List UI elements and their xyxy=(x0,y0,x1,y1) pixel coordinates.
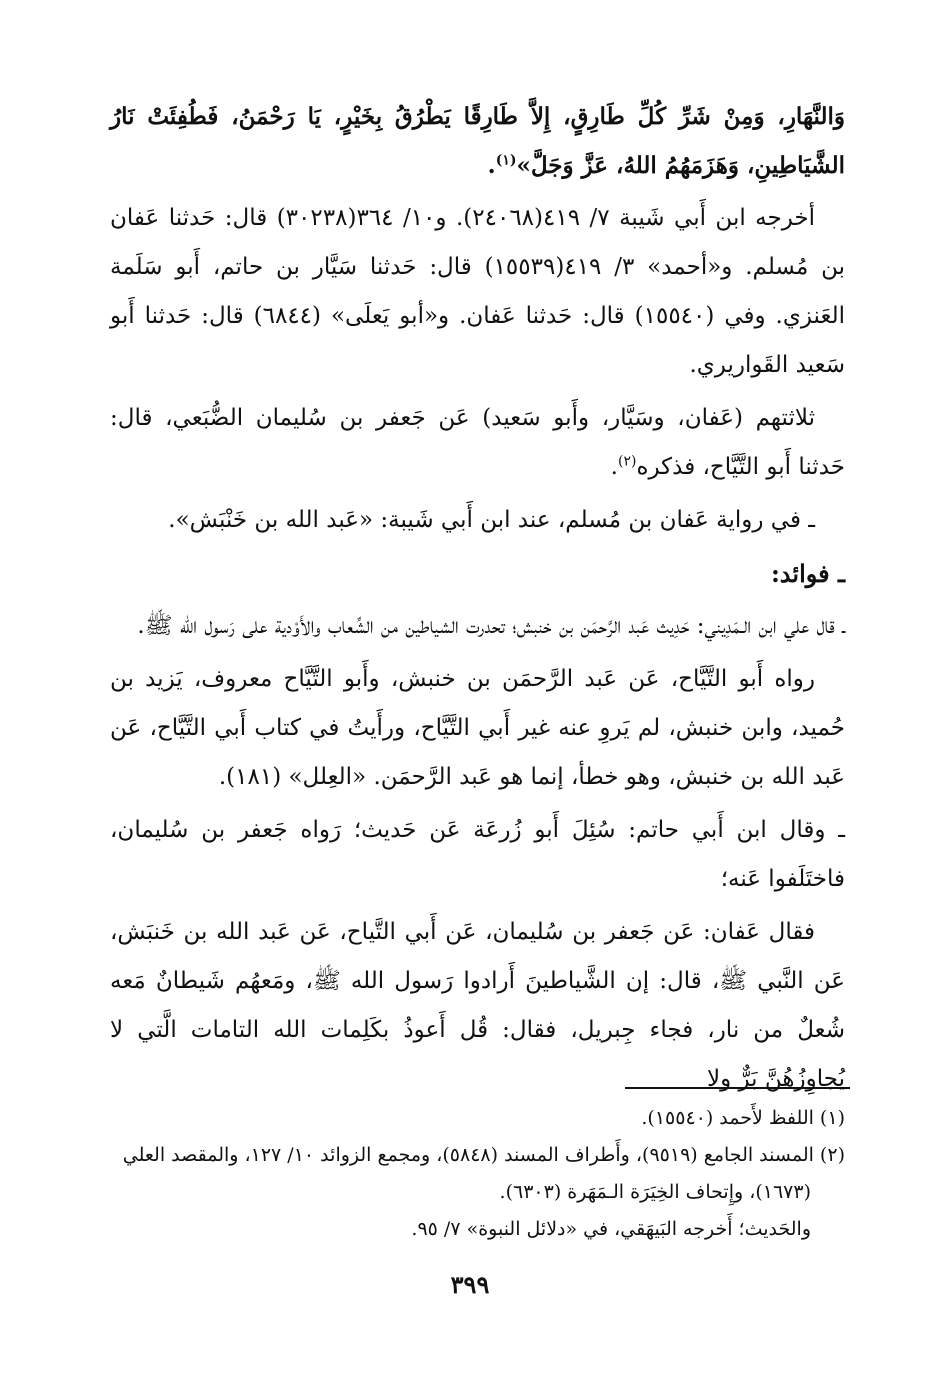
footnote-separator xyxy=(625,1087,850,1089)
benefits-heading: ـ فوائد: xyxy=(770,559,845,588)
footnote-1: (١) اللفظ لأَحمد (١٥٥٤٠). xyxy=(641,1107,845,1129)
main-text xyxy=(110,92,845,1108)
hadith-text-paragraph xyxy=(110,92,845,190)
footnote-ref-1: (١) xyxy=(495,152,517,169)
footnotes xyxy=(110,1100,845,1248)
footnote-ref-2: (٢) xyxy=(617,453,637,470)
narration-variant-paragraph: ـ في رواية عَفان بن مُسلم، عند ابن أَبي شَيبة: «عَبد الله بن خَنْبَش». xyxy=(168,507,815,533)
hadith-text-end: . xyxy=(487,152,496,179)
page-number: ٣٩٩ xyxy=(450,1270,490,1299)
footnote-2: (٢) المسند الجامع (٩٥١٩)، وأَطراف المسند (٥٨٤٨)، ومجمع الزوائد ١٠/ ١٢٧، والمقصد العلي xyxy=(122,1144,845,1166)
narrators-text-end: . xyxy=(610,454,618,480)
footnote-2-extra: والحَديث؛ أَخرجه البَيهَقي، في «دلائل النبوة» ٧/ ٩٥. xyxy=(411,1218,811,1240)
footnote-2-continuation: (١٦٧٣)، وإِتحاف الخِيَرَة الـمَهَرة (٦٣٠٣). xyxy=(499,1181,811,1203)
narrators-text: ثلاثتهم (عَفان، وسَيَّار، وأَبو سَعيد) عَن جَعفر بن سُليمان الضُّبَعي، قال: حَدثنا أَبو التَّيَّاح، فذكره xyxy=(110,405,845,480)
affan-narration-paragraph: فقال عَفان: عَن جَعفر بن سُليمان، عَن أَبي التَّياح، عَن عَبد الله بن خَنبَش، عَن النَّبي ﷺ، قال: إن الشَّياطينَ أَرادوا رَسول الله ﷺ، ومَعهُم شَيطانٌ مَعه شُعلٌ من نار، فجاء جِبريل، فقال: قُل أَعوذُ بكَلِمات الله التامات الَّتي لا يُجاوِزُهُنَّ بَرٌّ ولا xyxy=(110,919,845,1092)
narrators-paragraph xyxy=(110,394,845,492)
hadith-text: وَالنَّهَارِ، وَمِنْ شَرِّ كُلِّ طَارِقٍ، إِلاَّ طَارِقًا يَطْرُقُ بِخَيْرٍ، يَا رَحْمَنُ، فَطُفِئَتْ نَارُ الشَّيَاطِينِ، وَهَزَمَهُمُ اللهُ، عَزَّ وَجَلَّ» xyxy=(110,103,845,179)
abu-tayyah-paragraph: رواه أَبو التَّيَّاح، عَن عَبد الرَّحمَن بن خنبش، وأَبو التَّيَّاح معروف، يَزيد بن حُميد، وابن خنبش، لم يَروِ عنه غير أَبي التَّيَّاح، ورأَيتُ في كتاب أَبي التَّيَّاح، عَن عَبد الله بن خنبش، وهو خطأ، إنما هو عَبد الرَّحمَن. «العِلل» (١٨١). xyxy=(110,666,845,790)
ali-ibn-madini-paragraph: ـ قال علي ابن الـمَدِيني: حَدِيث عَبد الرَّحمَن بن خنبش؛ تحدرت الشياطين من الشِّعاب والأَوْدية على رَسول الله ﷺ. xyxy=(137,613,845,639)
ibn-abi-hatim-paragraph: ـ وقال ابن أَبي حاتم: سُئِلَ أَبو زُرعَة عَن حَديث؛ رَواه جَعفر بن سُليمان، فاختَلَفوا عَنه؛ xyxy=(110,817,845,892)
takhrij-paragraph: أخرجه ابن أَبي شَيبة ٧/ ٤١٩(٢٤٠٦٨). و١٠/ ٣٦٤(٣٠٢٣٨) قال: حَدثنا عَفان بن مُسلم. و«أحمد» ٣/ ٤١٩(١٥٥٣٩) قال: حَدثنا سَيَّار بن حاتم، أَبو سَلَمة العَنزي. وفي (١٥٥٤٠) قال: حَدثنا عَفان. و«أبو يَعلَى» (٦٨٤٤) قال: حَدثنا أَبو سَعيد القَواريري. xyxy=(110,205,845,378)
